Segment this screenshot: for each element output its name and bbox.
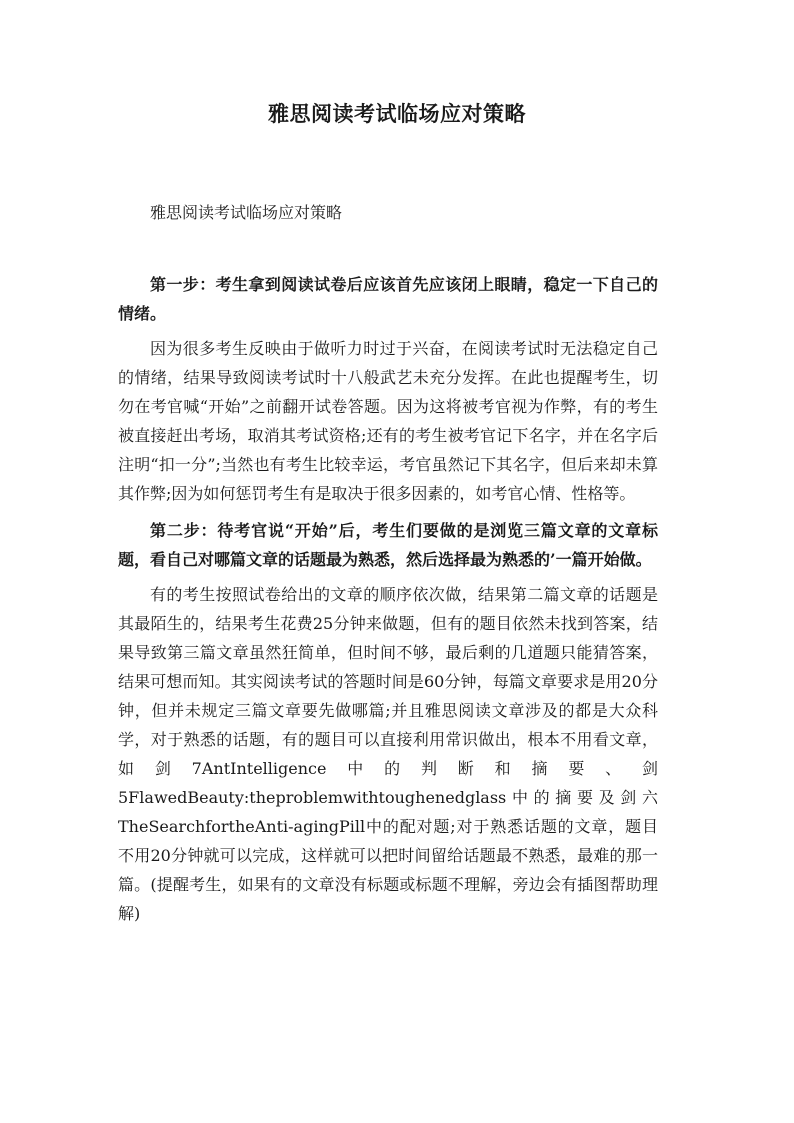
step2-paragraph: 有的考生按照试卷给出的文章的顺序依次做，结果第二篇文章的话题是其最陌生的，结果考生花费25分钟来做题，但有的题目依然未找到答案，结果导致第三篇文章虽然狂简单，但时间不够，最后剩的几道题只能猜答案，结果可想而知。其实阅读考试的答题时间是60分钟，每篇文章要求是用20分钟，但并未规定三篇文章要先做哪篇;并且雅思阅读文章涉及的都是大众科学，对于熟悉的话题，有的题目可以直接利用常识做出，根本不用看文章，如剑7AntIntelligence中的判断和摘要、剑5FlawedBeauty:theproblemwithtoughenedglass中的摘要及剑六TheSearchfortheAnti-agingPill中的配对题;对于熟悉话题的文章，题目不用20分钟就可以完成，这样就可以把时间留给话题最不熟悉，最难的那一篇。(提醒考生，如果有的文章没有标题或标题不理解，旁边会有插图帮助理解) (118, 585, 658, 923)
document-body (118, 270, 658, 928)
step1-heading: 第一步：考生拿到阅读试卷后应该首先应该闭上眼睛，稳定一下自己的情绪。 (118, 275, 658, 323)
document-title: 雅思阅读考试临场应对策略 (268, 101, 526, 126)
step2-heading: 第二步：待考官说“开始”后，考生们要做的是浏览三篇文章的文章标题，看自己对哪篇文章的话题最为熟悉，然后选择最为熟悉的’一篇开始做。 (118, 521, 658, 569)
document-subtitle: 雅思阅读考试临场应对策略 (150, 203, 343, 222)
step1-paragraph: 因为很多考生反映由于做听力时过于兴奋，在阅读考试时无法稳定自己的情绪，结果导致阅读考试时十八般武艺未充分发挥。在此也提醒考生，切勿在考官喊“开始”之前翻开试卷答题。因为这将被考官视为作弊，有的考生被直接赶出考场，取消其考试资格;还有的考生被考官记下名字，并在名字后注明“扣一分”;当然也有考生比较幸运，考官虽然记下其名字，但后来却未算其作弊;因为如何惩罚考生有是取决于很多因素的，如考官心情、性格等。 (118, 339, 658, 503)
